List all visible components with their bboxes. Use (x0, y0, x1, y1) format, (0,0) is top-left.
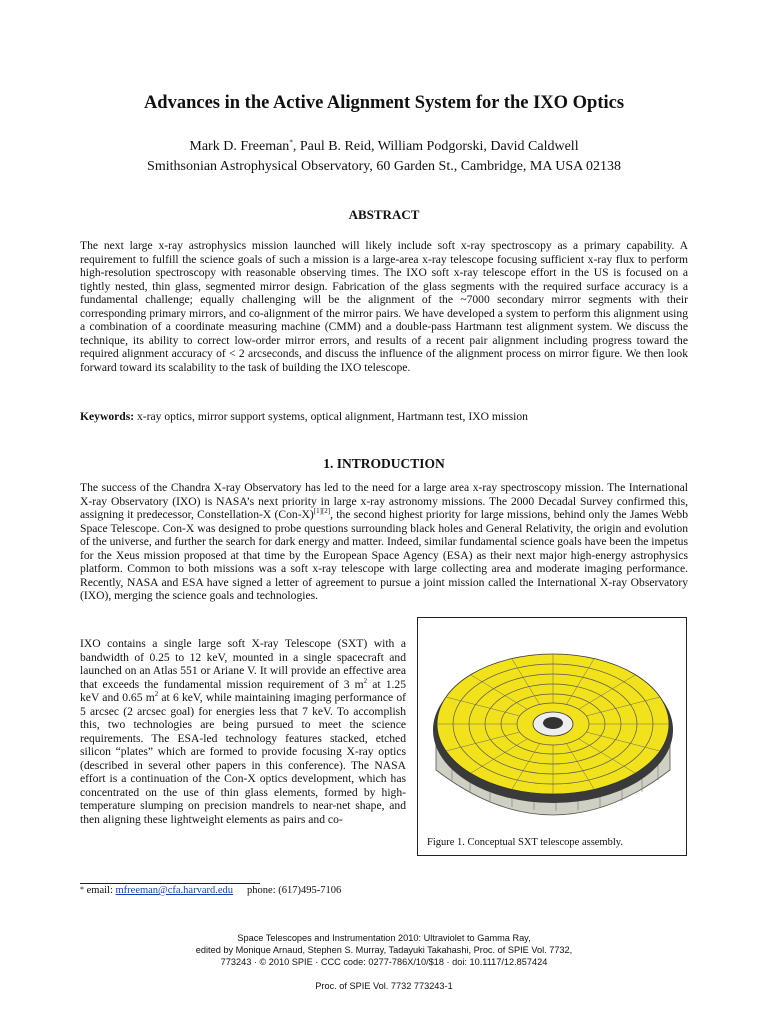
affiliation: Smithsonian Astrophysical Observatory, 60 Garden St., Cambridge, MA USA 02138 (147, 159, 621, 174)
figure-1 (417, 617, 687, 856)
paper-title: Advances in the Active Alignment System for the IXO Optics (143, 93, 625, 113)
intro-p2-text-c: at 6 keV, while maintaining imaging performance of 5 arcsec (2 arcsec goal) for energies less that 7 keV. To accomplish this, two technologies are being pursued to meet the science requirements. The ESA-led technology features stacked, etched silicon “plates” which are formed to provide focusing X-ray optics (described in several other papers in this conference). The NASA effort is a continuation of the Con-X optics development, which has concentrated on the use of thin glass elements, formed by high-temperature slumping on precision mandrels to near-net shape, and then aligning these lightweight elements as pairs and co- (80, 691, 406, 826)
footnote-mark: * (80, 885, 84, 894)
proceedings-citation (0, 932, 768, 968)
intro-p1-text-b: , the second highest priority for large missions, behind only the James Webb Space Telescope. Con-X was designed to probe questions surrounding black holes and General Relativity, the origin and evolution of the universe, and further the search for dark energy and matter. Indeed, similar fundamental science goals have been the impetus for the Xeus mission proposed at that time by the European Space Agency (ESA) as their next major high-energy astrophysics platform. Common to both missions was a soft x-ray telescope with large collecting area and moderate imaging performance. Recently, NASA and ESA have signed a letter of agreement to pursue a joint mission called the International X-ray Observatory (IXO), merging the science goals and technologies. (80, 508, 688, 602)
abstract-text: The next large x-ray astrophysics mission launched will likely include soft x-ray spectroscopy as a primary capability. A requirement to fulfill the science goals of such a mission is a large-area x-ray telescope focusing sufficient x-ray flux to perform high-resolution spectroscopy with reasonable observing times. The IXO soft x-ray telescope effort in the US is focused on a tightly nested, thin glass, segmented mirror design. Fabrication of the glass segments with the required surface accuracy is a fundamental challenge; equally challenging will be the alignment of the ~7000 secondary mirror segments with their corresponding primary mirrors, and co-alignment of the mirror pairs. We have developed a system to perform this alignment using a combination of a coordinate measuring machine (CMM) and a double-pass Hartmann test alignment system. We discuss the technique, its ability to correct low-order mirror errors, and results of a recent pair alignment including progress toward the required alignment accuracy of < 2 arcseconds, and discuss the influence of the alignment process on mirror figure. We then look forward toward its scalability to the task of building the IXO telescope. (80, 239, 688, 374)
citation-ref[interactable]: [1][2] (313, 507, 331, 516)
page-footer: Proc. of SPIE Vol. 7732 773243-1 (315, 981, 453, 991)
author-list (0, 139, 768, 155)
keywords-text: x-ray optics, mirror support systems, optical alignment, Hartmann test, IXO mission (134, 410, 528, 423)
footnote (80, 885, 341, 896)
figure-caption: Figure 1. Conceptual SXT telescope assembly. (427, 837, 623, 848)
footer-line-2: edited by Monique Arnaud, Stephen S. Murray, Tadayuki Takahashi, Proc. of SPIE Vol. 7732, (195, 945, 573, 955)
author-footnote-mark: * (289, 138, 293, 147)
superscript-squared-2: 2 (154, 690, 159, 699)
telescope-assembly-illustration (422, 620, 684, 834)
author-rest: , Paul B. Reid, William Podgorski, David Caldwell (292, 139, 579, 154)
intro-p2-text-a: IXO contains a single large soft X-ray Telescope (SXT) with a bandwidth of 0.25 to 12 keV, mounted in a single spacecraft and launched on an Atlas 551 or Ariane V. It will provide an effective area that exceeds the fundamental mission requirement of 3 m (80, 637, 406, 691)
email-label: email: (86, 885, 116, 896)
keywords (80, 410, 688, 424)
intro-p2-text-b: at 1.25 keV and 0.65 m (80, 677, 406, 704)
footer-line-3: 773243 · © 2010 SPIE · CCC code: 0277-786X/10/$18 · doi: 10.1117/12.857424 (220, 957, 548, 967)
email-link[interactable]: mfreeman@cfa.harvard.edu (115, 885, 234, 896)
keywords-label: Keywords: (80, 410, 135, 423)
intro-paragraph-1 (80, 481, 688, 603)
author-first: Mark D. Freeman (189, 139, 290, 154)
phone-number: phone: (617)495-7106 (247, 885, 342, 896)
superscript-squared-1: 2 (363, 676, 368, 685)
intro-paragraph-2 (80, 637, 406, 826)
intro-p1-text-a: The success of the Chandra X-ray Observatory has led to the need for a large area x-ray spectroscopy mission. The International X-ray Observatory (IXO) is NASA’s next priority in large x-ray astronomy missions. The 2000 Decadal Survey confirmed this, assigning it predecessor, Constellation-X (Con-X) (80, 481, 688, 521)
footer-line-1: Space Telescopes and Instrumentation 2010: Ultraviolet to Gamma Ray, (237, 933, 531, 943)
abstract-heading: ABSTRACT (348, 207, 420, 222)
section-heading-introduction: 1. INTRODUCTION (323, 456, 445, 471)
footnote-divider (80, 883, 260, 884)
